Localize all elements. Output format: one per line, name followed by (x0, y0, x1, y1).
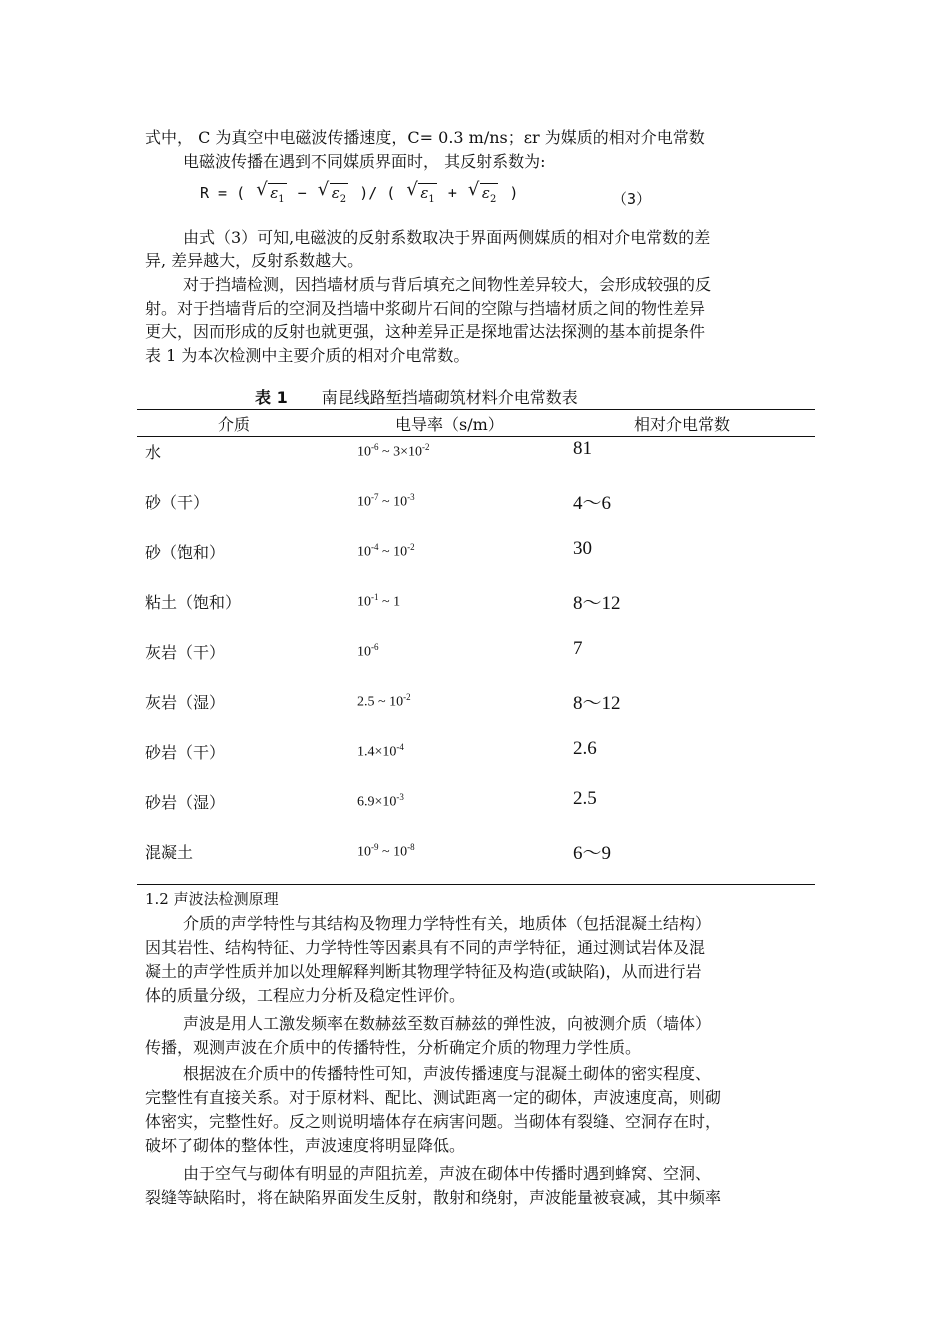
section-para-1-line-2: 因其岩性、结构特征、力学特性等因素具有不同的声学特征，通过测试岩体及混 (145, 938, 706, 957)
section-para-3-line-4: 破坏了砌体的整体性，声波速度将明显降低。 (145, 1136, 466, 1155)
section-para-4-line-2: 裂缝等缺陷时，将在缺陷界面发生反射，散射和绕射，声波能量被衰减，其中频率 (145, 1188, 722, 1207)
formula-eps: ε (270, 184, 279, 202)
section-heading: 1.2 声波法检测原理 (145, 890, 279, 908)
para-2-line-2: 射。对于挡墙背后的空洞及挡墙中浆砌片石间的空隙与挡墙材质之间的物性差异 (145, 299, 706, 318)
para-2-line-3: 更大，因而形成的反射也就更强，这种差异正是探地雷达法探测的基本前提条件 (145, 322, 706, 341)
cell-conductivity: $10^{-9}$ ~ $10^{-8}$ (357, 842, 415, 860)
reflection-formula (200, 179, 519, 205)
cell-permittivity: 6～9 (573, 843, 612, 864)
cell-permittivity: 30 (573, 538, 592, 559)
para-1-line-1: 由式（3）可知,电磁波的反射系数取决于界面两侧媒质的相对介电常数的差 (183, 228, 711, 247)
intro-line-2: 电磁波传播在遇到不同媒质界面时， 其反射系数为: (183, 152, 546, 171)
section-para-3-line-3: 体密实，完整性好。反之则说明墙体存在病害问题。当砌体有裂缝、空洞存在时， (145, 1112, 722, 1131)
cell-conductivity: $10^{-4}$ ~ $10^{-2}$ (357, 542, 415, 560)
formula-sub: 1 (278, 194, 285, 205)
cell-medium: 砂岩（干） (145, 743, 226, 762)
header-permittivity: 相对介电常数 (634, 415, 731, 434)
cell-permittivity: 2.5 (573, 788, 597, 809)
cell-permittivity: 7 (573, 638, 583, 659)
section-para-1-line-1: 介质的声学特性与其结构及物理力学特性有关，地质体（包括混凝土结构） (183, 914, 712, 933)
sqrt-eps1-b: √ $\varepsilon_1$ (406, 179, 435, 205)
table-caption-title: 南昆线路堑挡墙砌筑材料介电常数表 (321, 388, 578, 407)
section-para-2-line-2: 传播，观测声波在介质中的传播特性，分析确定介质的物理力学性质。 (145, 1038, 642, 1057)
formula-eps: ε (481, 184, 490, 202)
section-para-1-line-4: 体的质量分级，工程应力分析及稳定性评价。 (145, 986, 466, 1005)
cell-conductivity: $10^{-1}$ ~ 1 (357, 592, 401, 610)
table-caption (255, 385, 578, 408)
section-para-3-line-1: 根据波在介质中的传播特性可知，声波传播速度与混凝土砌体的密实程度、 (183, 1064, 712, 1083)
section-para-4-line-1: 由于空气与砌体有明显的声阻抗差，声波在砌体中传播时遇到蜂窝、空洞、 (183, 1164, 712, 1183)
table-caption-label: 表 1 (255, 388, 288, 407)
table-header-rule (137, 436, 815, 437)
cell-medium: 砂岩（湿） (145, 793, 226, 812)
table-row (0, 640, 950, 690)
section-para-3-line-2: 完整性有直接关系。对于原材料、配比、测试距离一定的砌体，声波速度高，则砌 (145, 1088, 722, 1107)
sqrt-eps1: √ $\varepsilon_1$ (256, 179, 285, 205)
cell-conductivity: 2.5 ~ $10^{-2}$ (357, 692, 411, 710)
table-row (0, 540, 950, 590)
cell-permittivity: 4～6 (573, 493, 612, 514)
table-row (0, 790, 950, 840)
cell-conductivity: $6.9\times 10^{-3}$ (357, 792, 404, 810)
intro-line-1: 式中， C 为真空中电磁波传播速度，C= 0.3 m/ns；εr 为媒质的相对介电常数 (145, 128, 705, 147)
formula-sub: 1 (428, 194, 435, 205)
table-row (0, 490, 950, 540)
table-top-rule (137, 409, 815, 410)
para-2-line-4: 表 1 为本次检测中主要介质的相对介电常数。 (145, 346, 470, 365)
sqrt-eps2: √ $\varepsilon_2$ (317, 179, 347, 205)
cell-medium: 粘土（饱和） (145, 593, 242, 612)
cell-conductivity: $10^{-7}$ ~ $10^{-3}$ (357, 492, 415, 510)
formula-part: )/ ( (359, 184, 396, 202)
table-row (0, 840, 950, 890)
formula-part: ) (509, 184, 519, 202)
cell-medium: 混凝土 (145, 843, 194, 862)
para-2-line-1: 对于挡墙检测，因挡墙材质与背后填充之间物性差异较大，会形成较强的反 (183, 275, 712, 294)
cell-medium: 灰岩（湿） (145, 693, 226, 712)
sqrt-eps2-b: √ $\varepsilon_2$ (467, 179, 497, 205)
cell-permittivity: 81 (573, 438, 592, 459)
formula-eps: ε (420, 184, 429, 202)
cell-conductivity: $1.4\times 10^{-4}$ (357, 742, 404, 760)
cell-medium: 砂（饱和） (145, 543, 226, 562)
formula-sub: 2 (339, 194, 347, 205)
cell-permittivity: 2.6 (573, 738, 597, 759)
equation-number: （3） (612, 190, 652, 208)
table-row (0, 590, 950, 640)
table-bottom-rule (137, 884, 815, 885)
formula-part: R = ( (200, 184, 246, 202)
table-row (0, 740, 950, 790)
table-row (0, 440, 950, 490)
formula-part: − (297, 184, 307, 202)
para-1-line-2: 异, 差异越大，反射系数越大。 (145, 251, 364, 270)
header-medium: 介质 (218, 415, 251, 434)
cell-medium: 砂（干） (145, 493, 210, 512)
formula-sub: 2 (489, 194, 497, 205)
cell-permittivity: 8～12 (573, 593, 621, 614)
header-conductivity: 电导率（s/m） (395, 415, 504, 434)
table-row (0, 690, 950, 740)
cell-conductivity: $10^{-6}$ ~ $3\times 10^{-2}$ (357, 442, 430, 460)
section-para-1-line-3: 凝土的声学性质并加以处理解释判断其物理学特征及构造(或缺陷)，从而进行岩 (145, 962, 702, 981)
section-para-2-line-1: 声波是用人工激发频率在数赫兹至数百赫兹的弹性波，向被测介质（墙体） (183, 1014, 712, 1033)
cell-conductivity: $10^{-6}$ (357, 642, 379, 660)
cell-medium: 水 (145, 443, 162, 462)
formula-eps: ε (331, 184, 340, 202)
cell-permittivity: 8～12 (573, 693, 621, 714)
formula-part: + (447, 184, 457, 202)
cell-medium: 灰岩（干） (145, 643, 226, 662)
